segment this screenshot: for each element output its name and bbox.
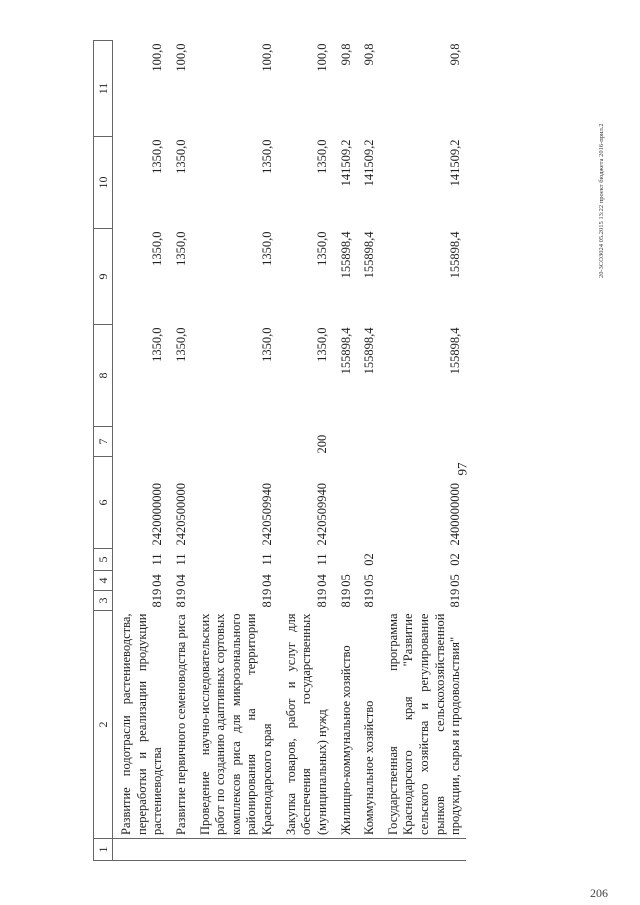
cell-c6: 2420509940 (314, 483, 329, 546)
cell-c11: 90,8 (448, 43, 463, 66)
cell-c8: 1350,0 (314, 327, 329, 362)
header-row (94, 41, 113, 861)
cell-c7 (192, 427, 278, 457)
col-header: 5 (94, 549, 113, 571)
cell-c7 (380, 427, 466, 457)
col-header: 1 (94, 839, 113, 861)
cell-c3: 819 (338, 588, 353, 608)
cell-c8: 1350,0 (150, 327, 165, 362)
cell-empty (278, 839, 333, 861)
cell-empty (113, 839, 168, 861)
cell-c5: 11 (150, 553, 165, 566)
cell-c10: 1350,0 (314, 139, 329, 174)
cell-c7 (333, 427, 357, 457)
cell-c11: 90,8 (362, 43, 377, 66)
cell-desc: Проведение научно-исследовательских работ по созданию адаптивных сортовых комплексов риса для микрозонального районирования на территории Краснодарского края (192, 611, 278, 839)
cell-c4: 05 (362, 574, 377, 587)
cell-desc: Жилищно-коммунальное хозяйство (333, 611, 357, 839)
table-row (168, 41, 192, 861)
cell-desc: Государственная программа Краснодарского края "Развитие сельского хозяйства и регулирование рынков сельскохозяйственной продукции, сырья и продовольствия" (380, 611, 466, 839)
cell-c5 (333, 549, 357, 571)
cell-c5: 02 (448, 553, 463, 566)
table-row (278, 41, 333, 861)
cell-c3: 819 (260, 588, 274, 608)
rotated-table-container (93, 41, 583, 861)
cell-c10: 1350,0 (150, 139, 165, 174)
cell-c4: 04 (314, 574, 329, 587)
cell-c9: 1350,0 (173, 231, 188, 266)
cell-c3: 819 (362, 588, 377, 608)
cell-c4: 04 (150, 574, 165, 587)
cell-c5: 11 (260, 553, 274, 566)
cell-c4: 05 (448, 574, 463, 587)
cell-c11: 100,0 (314, 43, 329, 72)
cell-c8: 1350,0 (260, 327, 274, 362)
table-row (333, 41, 357, 861)
cell-c6: 2420000000 (150, 483, 165, 546)
cell-desc: Коммунальное хозяйство (356, 611, 380, 839)
cell-c11: 100,0 (150, 43, 165, 72)
cell-c10: 1350,0 (260, 139, 274, 174)
cell-c11: 100,0 (173, 43, 188, 72)
cell-c9: 155898,4 (362, 231, 377, 279)
cell-c6: 2420509940 (260, 483, 274, 546)
col-header: 7 (94, 427, 113, 457)
cell-c3: 819 (448, 588, 463, 608)
cell-c9: 1350,0 (260, 231, 274, 266)
cell-c10: 1350,0 (173, 139, 188, 174)
cell-desc: Закупка товаров, работ и услуг для обеспечения государственных (муниципальных) нужд (278, 611, 333, 839)
footer-note: 20-3СОЗ024 05.2015 13:22 проект бюджета 2016-прил.2 (598, 123, 605, 278)
table-row (356, 41, 380, 861)
cell-c11: 100,0 (260, 43, 274, 72)
col-header: 3 (94, 591, 113, 611)
cell-c3: 819 (314, 588, 329, 608)
budget-table (93, 40, 466, 861)
cell-empty (168, 839, 192, 861)
cell-c6: 2400000000 (448, 483, 463, 546)
cell-c7: 200 (314, 434, 329, 454)
cell-c5: 11 (314, 553, 329, 566)
cell-c5: 02 (362, 553, 377, 566)
cell-c4: 05 (338, 574, 353, 587)
cell-c9: 1350,0 (150, 231, 165, 266)
cell-c5: 11 (173, 553, 188, 566)
cell-c6 (333, 457, 357, 549)
cell-c7 (113, 427, 168, 457)
cell-empty (380, 839, 466, 861)
page-number-bottom: 206 (590, 886, 608, 900)
col-header: 2 (94, 611, 113, 839)
cell-c4: 04 (173, 574, 188, 587)
cell-desc: Развитие первичного семеноводства риса (168, 611, 192, 839)
table-row (192, 41, 278, 861)
col-header: 6 (94, 457, 113, 549)
cell-c11: 90,8 (338, 43, 353, 66)
cell-c6: 2420500000 (173, 483, 188, 546)
col-header: 11 (94, 41, 113, 137)
cell-c8: 155898,4 (362, 327, 377, 375)
cell-empty (356, 839, 380, 861)
cell-c9: 155898,4 (448, 231, 463, 279)
cell-c8: 1350,0 (173, 327, 188, 362)
cell-c9: 1350,0 (314, 231, 329, 266)
col-header: 4 (94, 571, 113, 591)
table-row (380, 41, 466, 861)
cell-c10: 141509,2 (448, 139, 463, 187)
cell-c6 (356, 457, 380, 549)
cell-desc: Развитие подотрасли растениеводства, переработки и реализации продукции растениеводства (113, 611, 168, 839)
page-number-top: 97 (454, 462, 470, 476)
col-header: 10 (94, 137, 113, 229)
col-header: 8 (94, 325, 113, 427)
cell-empty (192, 839, 278, 861)
cell-c8: 155898,4 (338, 327, 353, 375)
cell-c7 (356, 427, 380, 457)
cell-c10: 141509,2 (362, 139, 377, 187)
cell-empty (333, 839, 357, 861)
cell-c8: 155898,4 (448, 327, 463, 375)
cell-c4: 04 (260, 574, 274, 587)
cell-c3: 819 (173, 588, 188, 608)
cell-c10: 141509,2 (338, 139, 353, 187)
table-row (113, 41, 168, 861)
cell-c7 (168, 427, 192, 457)
col-header: 9 (94, 229, 113, 325)
cell-c9: 155898,4 (338, 231, 353, 279)
cell-c3: 819 (150, 588, 165, 608)
